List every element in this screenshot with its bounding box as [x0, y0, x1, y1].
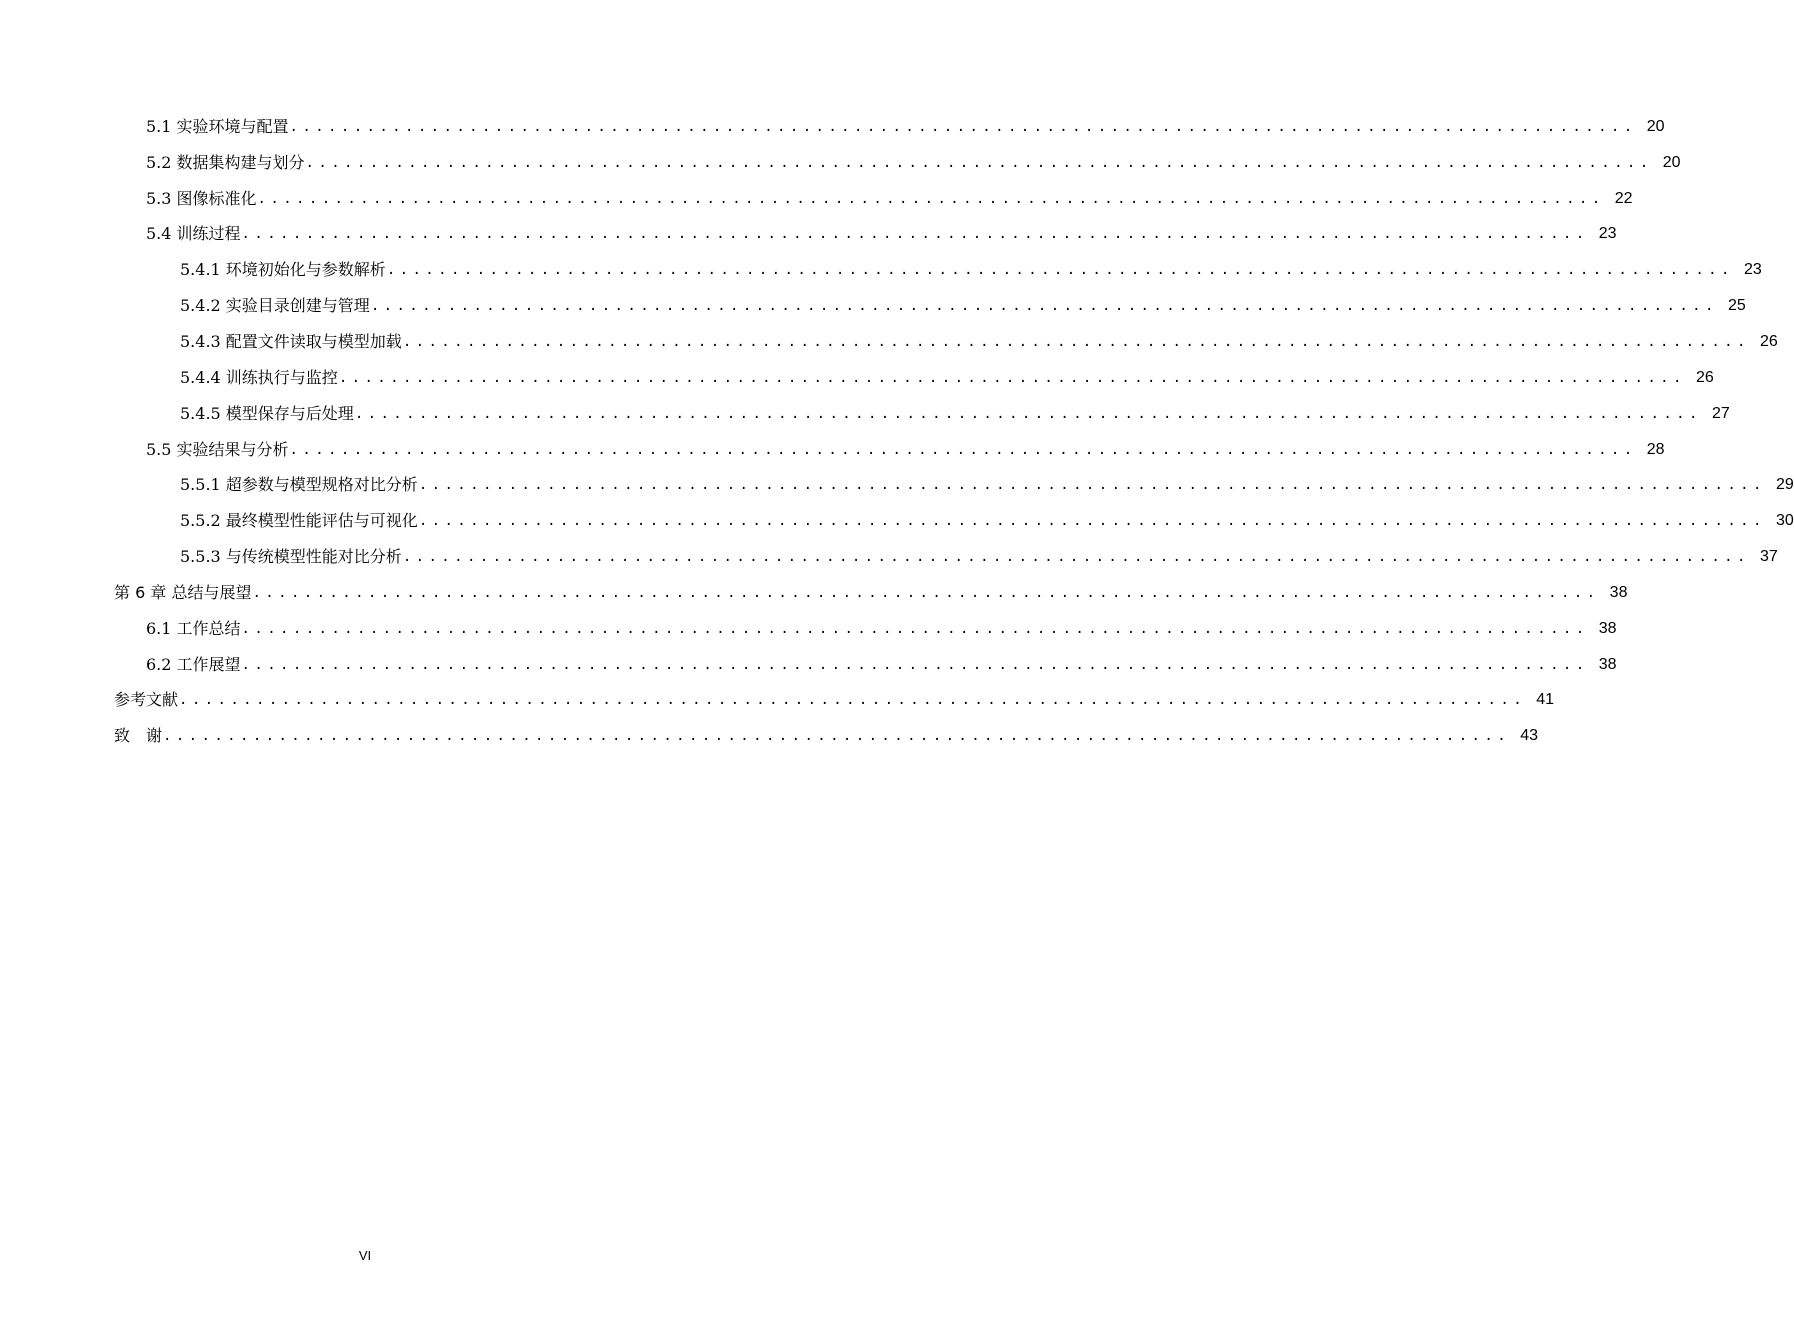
toc-entry[interactable] — [0, 611, 1617, 647]
toc-leader-dots: ......................................................................................................... — [241, 656, 1589, 673]
toc-entry-label: 第 6 章 总结与展望 — [114, 582, 252, 602]
toc-leader-dots: ......................................................................................................... — [386, 262, 1734, 279]
toc-entry-label: 5.4.1 环境初始化与参数解析 — [180, 260, 386, 280]
toc-entry[interactable] — [0, 109, 1665, 145]
toc-entry-page: 30 — [1776, 512, 1794, 530]
toc-entry-label: 5.4 训练过程 — [146, 224, 241, 244]
toc-entry-label: 5.3 图像标准化 — [146, 188, 257, 208]
toc-entry-label: 5.4.2 实验目录创建与管理 — [180, 296, 370, 316]
toc-entry-label: 6.1 工作总结 — [146, 618, 241, 638]
toc-entry-page: 43 — [1520, 727, 1539, 745]
toc-entry-page: 29 — [1776, 476, 1794, 494]
toc-entry-page: 28 — [1646, 440, 1665, 458]
toc-entry-page: 26 — [1760, 332, 1778, 350]
toc-entry-page: 20 — [1662, 153, 1681, 171]
page-number: VI — [358, 1248, 372, 1263]
toc-entry-label: 参考文献 — [114, 690, 179, 710]
page-footer — [0, 1248, 730, 1263]
toc-leader-dots: ......................................................................................................... — [163, 728, 1511, 745]
toc-leader-dots: ......................................................................................................... — [289, 118, 1637, 135]
toc-leader-dots: ......................................................................................................... — [402, 549, 1750, 566]
toc-entry[interactable] — [0, 217, 1617, 253]
toc-entry-page: 20 — [1646, 117, 1665, 135]
toc-entry-label: 5.2 数据集构建与划分 — [146, 152, 305, 172]
toc-entry[interactable] — [0, 252, 1762, 288]
toc-entry-page: 23 — [1598, 225, 1617, 243]
toc-entry-page: 38 — [1609, 583, 1628, 601]
toc-leader-dots: ......................................................................................................... — [252, 584, 1600, 601]
toc-entry-label: 5.5.2 最终模型性能评估与可视化 — [180, 511, 418, 531]
toc-entry[interactable] — [0, 360, 1714, 396]
toc-entry-page: 37 — [1760, 548, 1778, 566]
toc-entry[interactable] — [0, 181, 1633, 217]
toc-entry-label: 5.5 实验结果与分析 — [146, 439, 289, 459]
toc-entry-label: 5.4.4 训练执行与监控 — [180, 367, 338, 387]
toc-leader-dots: ......................................................................................................... — [305, 154, 1653, 171]
toc-entry[interactable] — [0, 647, 1617, 683]
toc-leader-dots: ......................................................................................................... — [289, 441, 1637, 458]
toc-leader-dots: ......................................................................................................... — [418, 477, 1766, 494]
toc-leader-dots: ......................................................................................................... — [370, 298, 1718, 315]
toc-entry[interactable] — [0, 396, 1730, 432]
toc-entry-page: 38 — [1598, 655, 1617, 673]
toc-entry-page: 26 — [1696, 368, 1714, 386]
toc-entry-label: 5.5.3 与传统模型性能对比分析 — [180, 547, 402, 567]
toc-leader-dots: ......................................................................................................... — [338, 369, 1686, 386]
toc-leader-dots: ......................................................................................................... — [257, 190, 1605, 207]
toc-leader-dots: ......................................................................................................... — [418, 513, 1766, 530]
toc-entry-page: 38 — [1598, 619, 1617, 637]
toc-entry[interactable] — [0, 432, 1665, 468]
toc-leader-dots: ......................................................................................................... — [241, 620, 1589, 637]
toc-entry[interactable] — [0, 539, 1778, 575]
toc-leader-dots: ......................................................................................................... — [179, 692, 1527, 709]
toc-entry[interactable] — [0, 503, 1794, 539]
toc-entry-page: 25 — [1728, 297, 1746, 315]
toc-chapter-entry[interactable] — [0, 683, 1555, 719]
toc-entry-page: 41 — [1536, 691, 1555, 709]
toc-entry-page: 22 — [1614, 189, 1633, 207]
toc-entry[interactable] — [0, 467, 1794, 503]
toc-entry-label: 5.1 实验环境与配置 — [146, 116, 289, 136]
toc-leader-dots: ......................................................................................................... — [354, 405, 1702, 422]
toc-entry-label: 5.4.5 模型保存与后处理 — [180, 403, 354, 423]
toc-leader-dots: ......................................................................................................... — [241, 226, 1589, 243]
toc-chapter-entry[interactable] — [0, 575, 1628, 611]
toc-entry-page: 27 — [1712, 404, 1730, 422]
toc-chapter-entry[interactable] — [0, 718, 1539, 754]
toc-leader-dots: ......................................................................................................... — [402, 333, 1750, 350]
toc-entry-label: 6.2 工作展望 — [146, 654, 241, 674]
toc-entry-label: 5.5.1 超参数与模型规格对比分析 — [180, 475, 418, 495]
toc-entry-page: 23 — [1744, 261, 1762, 279]
toc-entry[interactable] — [0, 288, 1746, 324]
toc-entry-label: 致 谢 — [114, 726, 163, 746]
toc-entry[interactable] — [0, 324, 1778, 360]
table-of-contents — [0, 109, 1794, 754]
toc-entry[interactable] — [0, 145, 1681, 181]
toc-entry-label: 5.4.3 配置文件读取与模型加载 — [180, 331, 402, 351]
